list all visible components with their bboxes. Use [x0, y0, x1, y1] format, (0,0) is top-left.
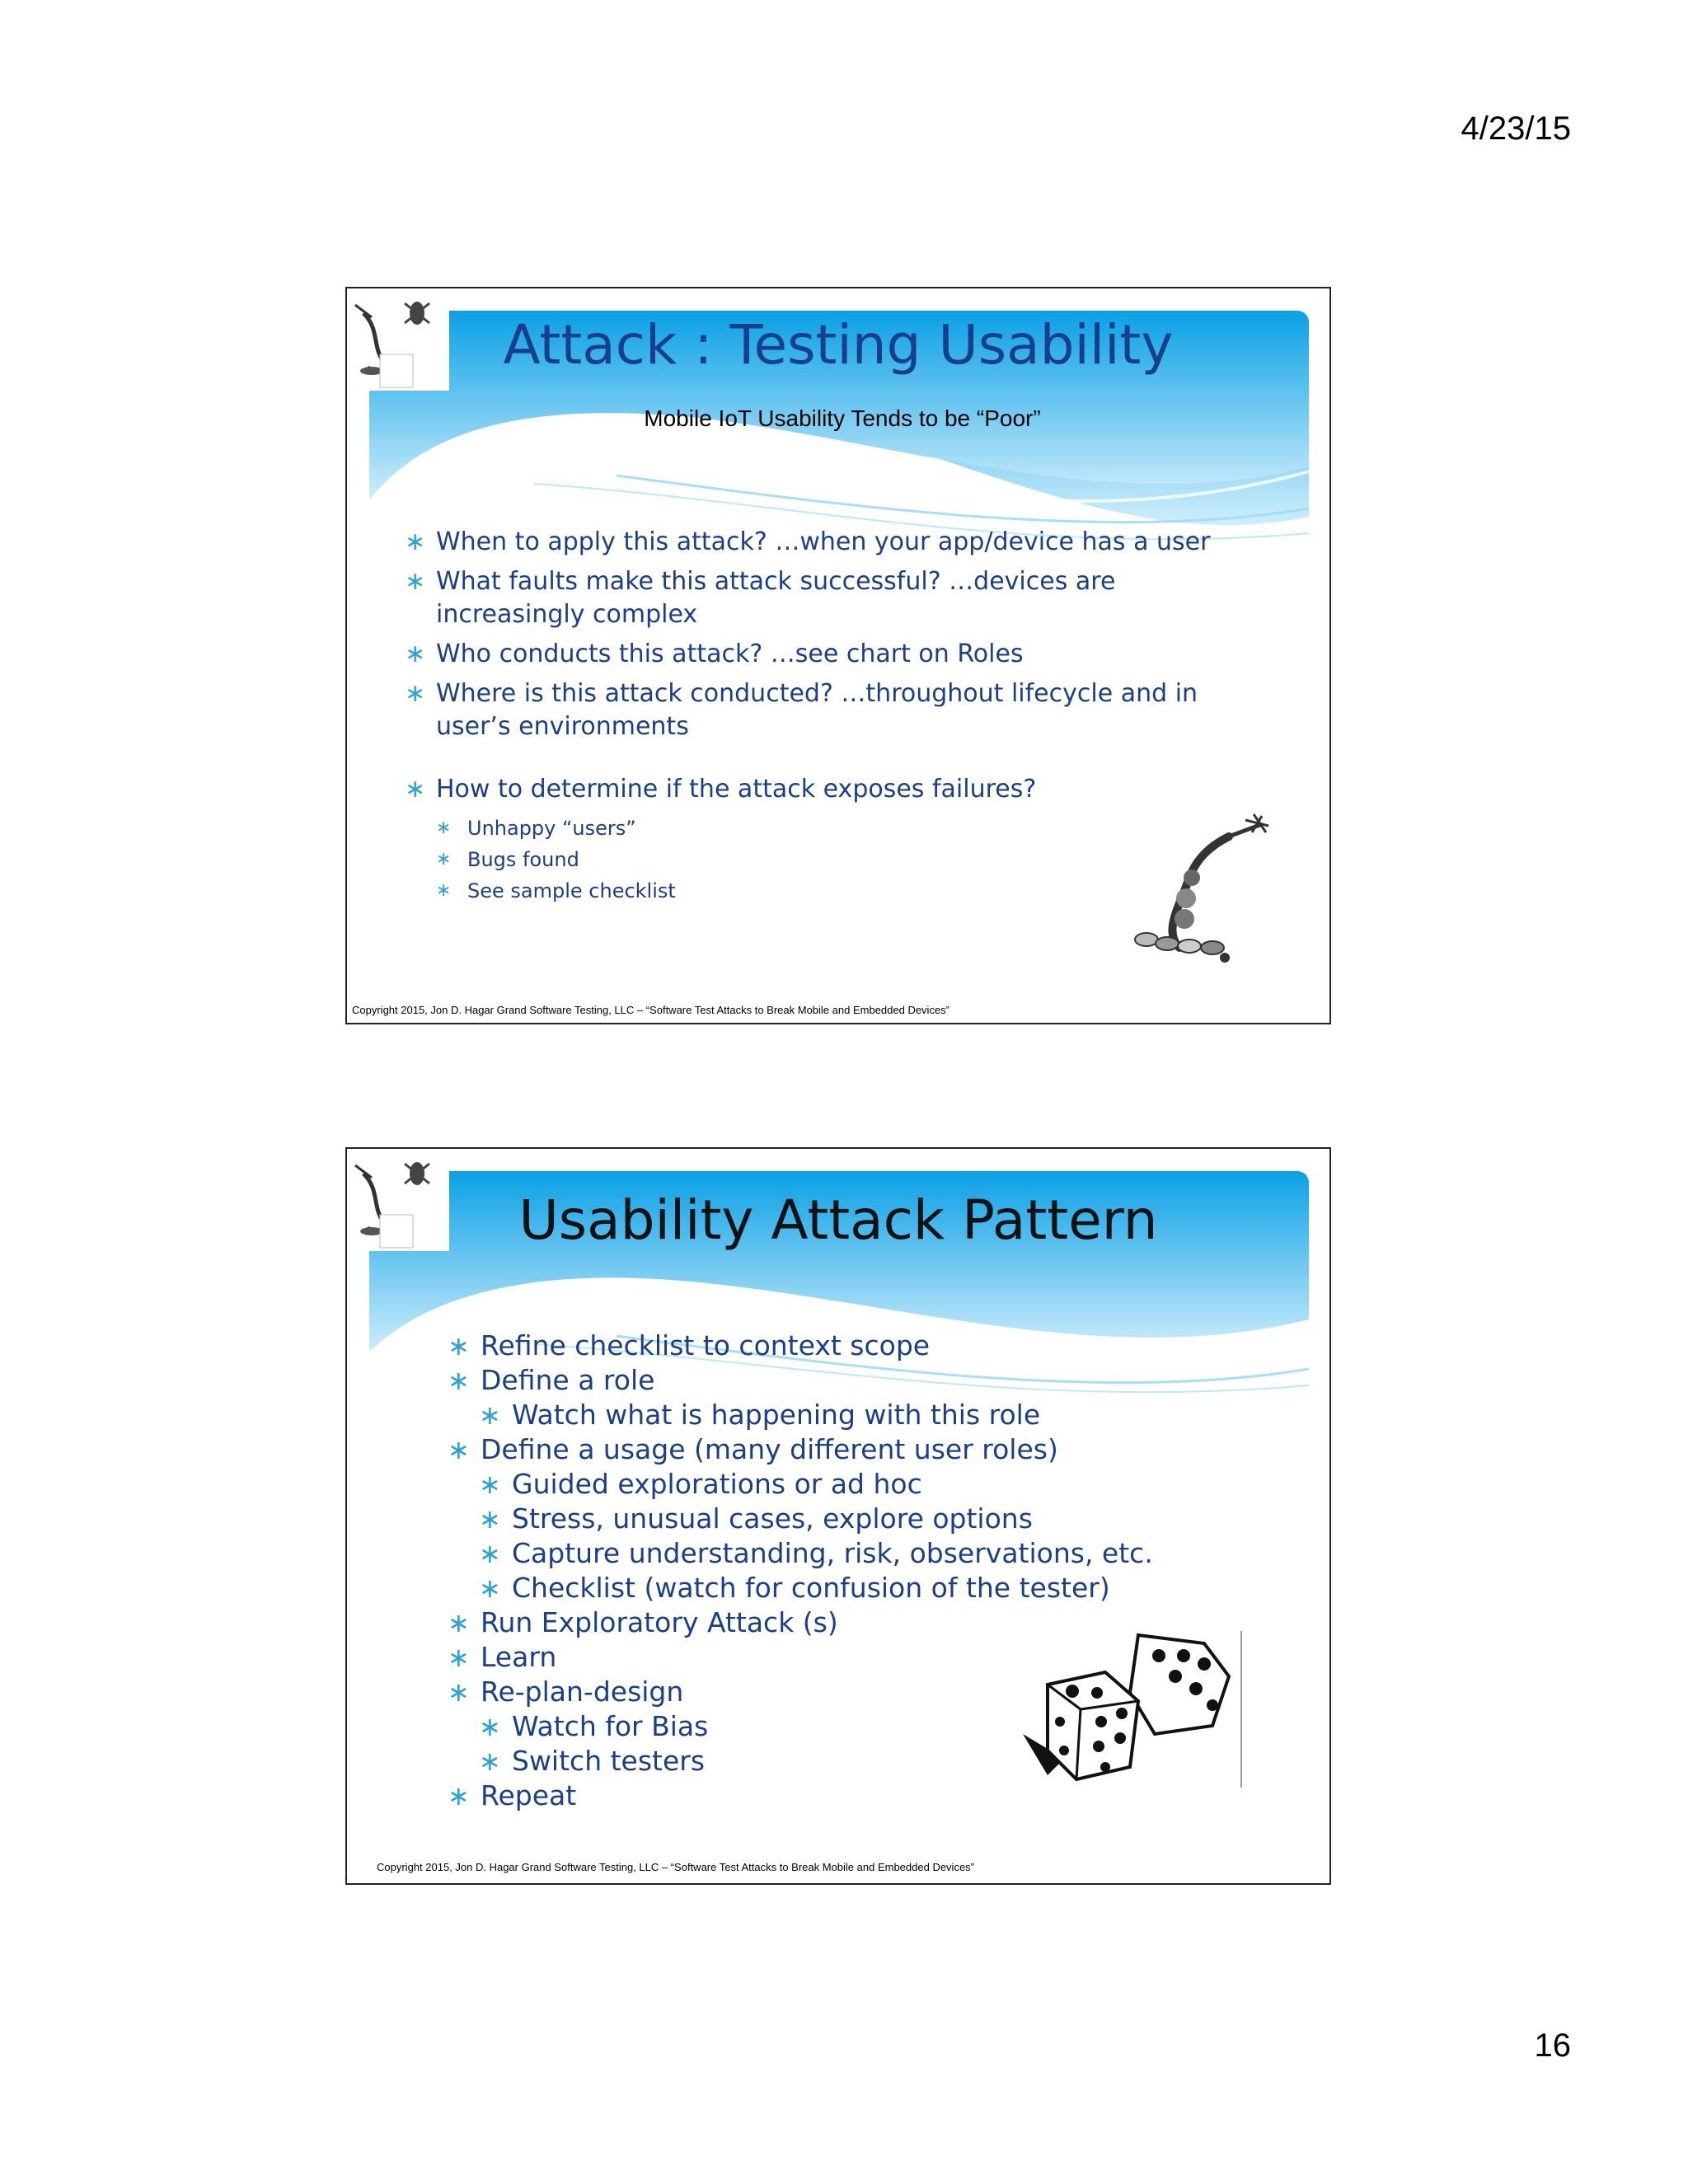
bullet-star-icon: ∗ — [436, 818, 452, 838]
bullet-list — [405, 526, 1254, 907]
bullet-star-icon: ∗ — [479, 1538, 501, 1569]
bullet-item: ∗ Run Exploratory Attack (s) — [448, 1606, 838, 1638]
bullet-star-icon: ∗ — [448, 1607, 470, 1638]
bullet-item: ∗ Define a role — [448, 1364, 655, 1396]
bullet-star-icon: ∗ — [448, 1780, 470, 1811]
bullet-star-icon: ∗ — [448, 1676, 470, 1708]
bullet-star-icon: ∗ — [448, 1434, 470, 1465]
page-date: 4/23/15 — [1461, 110, 1571, 147]
bullet-item: ∗ How to determine if the attack exposes failures? — [405, 773, 1254, 806]
slide-usability-attack-pattern — [345, 1147, 1331, 1885]
bullet-star-icon: ∗ — [479, 1469, 501, 1500]
bullet-star-icon: ∗ — [405, 775, 426, 804]
dice-icon — [1015, 1627, 1245, 1792]
bullet-star-icon: ∗ — [405, 527, 426, 556]
sub-bullet-item: ∗ Capture understanding, risk, observations, etc. — [479, 1537, 1153, 1569]
bullet-item: ∗ Repeat — [448, 1779, 577, 1811]
bullet-star-icon: ∗ — [479, 1503, 501, 1535]
copyright-footer: Copyright 2015, Jon D. Hagar Grand Software Testing, LLC – “Software Test Attacks to Break Mobile and Embedded Devices” — [352, 1004, 950, 1016]
sub-bullet-item: ∗ Watch what is happening with this role — [479, 1399, 1041, 1431]
bullet-star-icon: ∗ — [405, 567, 426, 596]
bullet-star-icon: ∗ — [479, 1746, 501, 1777]
bullet-item: ∗ Refine checklist to context scope — [448, 1329, 931, 1361]
bullet-item: ∗ When to apply this attack? …when your app/device has a user — [405, 526, 1254, 559]
bullet-item: ∗ Learn — [448, 1641, 557, 1673]
bullet-item: ∗ Define a usage (many different user roles) — [448, 1433, 1058, 1465]
sub-bullet-item: ∗ See sample checklist — [436, 875, 1254, 907]
bullet-star-icon: ∗ — [436, 849, 452, 869]
bullet-item: ∗ What faults make this attack successful? …devices are increasingly complex — [405, 567, 1116, 629]
sub-bullet-item: ∗ Switch testers — [479, 1745, 706, 1777]
slide-title: Attack : Testing Usability — [503, 313, 1174, 377]
bullet-star-icon: ∗ — [448, 1642, 470, 1673]
bullet-star-icon: ∗ — [479, 1399, 501, 1431]
bullet-star-icon: ∗ — [479, 1572, 501, 1604]
knight-and-wasp-logo — [347, 288, 449, 391]
copyright-footer: Copyright 2015, Jon D. Hagar Grand Software Testing, LLC – “Software Test Attacks to Break Mobile and Embedded Devices” — [377, 1861, 975, 1873]
bullet-star-icon: ∗ — [448, 1330, 470, 1361]
bullet-star-icon: ∗ — [405, 679, 426, 708]
sub-bullet-item: ∗ Unhappy “users” — [436, 813, 1254, 844]
page-number: 16 — [1534, 2027, 1571, 2064]
bullet-star-icon: ∗ — [479, 1711, 501, 1742]
bullet-star-icon: ∗ — [448, 1365, 470, 1396]
sub-bullet-item: ∗ Bugs found — [436, 844, 1254, 875]
sub-bullet-item: ∗ Checklist (watch for confusion of the tester) — [479, 1572, 1110, 1604]
slide-testing-usability — [345, 287, 1331, 1024]
bullet-item: ∗ Where is this attack conducted? …throughout lifecycle and in user’s environments — [405, 679, 1198, 741]
sub-bullet-item: ∗ Stress, unusual cases, explore options — [479, 1502, 1033, 1535]
bullet-item: ∗ Who conducts this attack? …see chart on Roles — [405, 638, 1254, 671]
sub-bullet-item: ∗ Watch for Bias — [479, 1710, 709, 1742]
bullet-star-icon: ∗ — [436, 880, 452, 901]
knight-and-wasp-logo — [347, 1149, 449, 1251]
bullet-item: ∗ Re-plan-design — [448, 1675, 684, 1708]
knight-figure-icon — [1130, 808, 1270, 964]
slide-title: Usability Attack Pattern — [518, 1188, 1158, 1252]
bullet-star-icon: ∗ — [405, 640, 426, 668]
slide-subtitle: Mobile IoT Usability Tends to be “Poor” — [644, 405, 1041, 431]
sub-bullet-item: ∗ Guided explorations or ad hoc — [479, 1468, 922, 1500]
